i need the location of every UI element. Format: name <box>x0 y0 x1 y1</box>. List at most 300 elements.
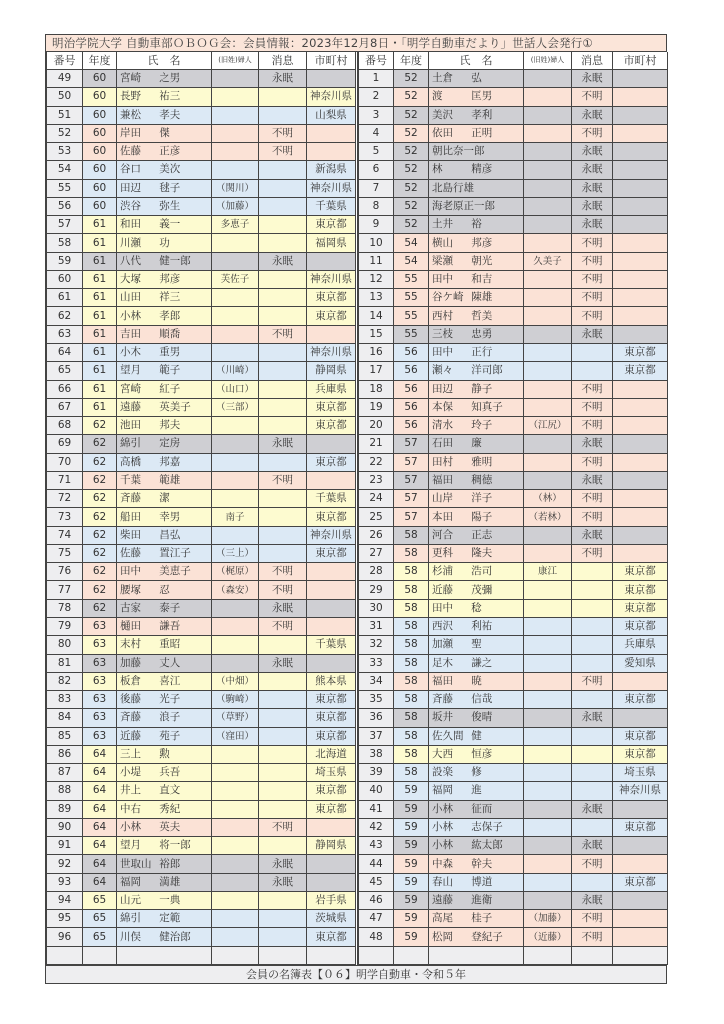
member-given-name: 修 <box>471 766 482 779</box>
member-name <box>117 362 212 380</box>
member-row <box>47 490 357 508</box>
document-title: 明治学院大学 自動車部ＯＢＯＧ会：会員情報：2023年12月8日・「明学自動車だより」世話人会発行① <box>46 35 666 52</box>
member-city: 東京都 <box>613 343 668 361</box>
member-name <box>429 216 524 234</box>
member-surname: 福岡 <box>432 784 453 797</box>
member-old-name: （江尻） <box>524 417 572 435</box>
member-row <box>359 124 668 142</box>
member-given-name: 志保子 <box>471 821 503 834</box>
member-name <box>117 307 212 325</box>
member-number: 77 <box>47 581 83 599</box>
member-old-name: 久美子 <box>524 252 572 270</box>
member-name <box>429 654 524 672</box>
member-city <box>613 544 668 562</box>
member-number: 19 <box>359 398 394 416</box>
member-row <box>47 581 357 599</box>
member-year: 55 <box>394 325 429 343</box>
member-given-name: 一典 <box>159 894 181 907</box>
member-status <box>572 727 613 745</box>
member-name <box>429 581 524 599</box>
member-number: 33 <box>359 654 394 672</box>
member-given-name: 英夫 <box>159 821 181 834</box>
member-given-name: 義一 <box>159 218 181 231</box>
member-city: 東京都 <box>307 800 357 818</box>
member-surname: 遠藤 <box>432 894 453 907</box>
member-status <box>259 782 307 800</box>
member-row <box>359 508 668 526</box>
member-year: 58 <box>394 745 429 763</box>
member-city <box>613 855 668 873</box>
member-surname: 斉藤 <box>120 711 141 724</box>
member-row <box>47 106 357 124</box>
member-status: 永眠 <box>572 800 613 818</box>
member-given-name: 功 <box>159 236 170 249</box>
member-city <box>613 88 668 106</box>
member-status: 不明 <box>572 234 613 252</box>
member-year: 52 <box>394 124 429 142</box>
member-given-name: 桂子 <box>471 912 493 925</box>
member-given-name: 置江子 <box>159 547 191 560</box>
member-old-name <box>524 818 572 836</box>
member-status <box>259 380 307 398</box>
member-row <box>47 928 357 946</box>
member-status: 永眠 <box>572 143 613 161</box>
member-year: 58 <box>394 691 429 709</box>
empty-cell <box>394 946 429 964</box>
member-row <box>47 855 357 873</box>
member-number: 9 <box>359 216 394 234</box>
member-number: 55 <box>47 179 83 197</box>
member-row <box>359 617 668 635</box>
member-old-name <box>524 362 572 380</box>
member-name <box>429 636 524 654</box>
member-row <box>47 197 357 215</box>
member-status: 永眠 <box>572 325 613 343</box>
member-name <box>117 764 212 782</box>
member-old-name <box>212 636 259 654</box>
member-old-name: 芙佐子 <box>212 270 259 288</box>
member-number: 41 <box>359 800 394 818</box>
member-city: 埼玉県 <box>613 764 668 782</box>
member-name <box>429 891 524 909</box>
member-status: 不明 <box>572 508 613 526</box>
member-year: 57 <box>394 508 429 526</box>
member-row <box>47 891 357 909</box>
member-name <box>117 709 212 727</box>
member-status <box>259 343 307 361</box>
member-city: 東京都 <box>307 928 357 946</box>
member-name <box>117 782 212 800</box>
member-surname: 高橋 <box>120 455 141 468</box>
member-number: 83 <box>47 691 83 709</box>
member-status <box>259 837 307 855</box>
member-year: 62 <box>83 471 117 489</box>
member-number: 45 <box>359 873 394 891</box>
member-row <box>359 307 668 325</box>
member-city: 東京都 <box>307 709 357 727</box>
member-name <box>429 617 524 635</box>
member-old-name <box>524 435 572 453</box>
member-number: 49 <box>47 70 83 88</box>
member-number: 15 <box>359 325 394 343</box>
member-row <box>47 709 357 727</box>
member-old-name <box>524 88 572 106</box>
member-row <box>359 380 668 398</box>
member-name <box>117 636 212 654</box>
member-name <box>429 143 524 161</box>
member-given-name: 将一郎 <box>159 839 191 852</box>
member-number: 17 <box>359 362 394 380</box>
member-year: 52 <box>394 197 429 215</box>
member-name <box>429 124 524 142</box>
member-given-name: 正志 <box>471 528 493 541</box>
member-year: 62 <box>83 563 117 581</box>
member-number: 84 <box>47 709 83 727</box>
member-status: 永眠 <box>259 70 307 88</box>
member-surname: 田中 <box>120 565 141 578</box>
member-status: 不明 <box>572 855 613 873</box>
member-year: 61 <box>83 362 117 380</box>
member-old-name <box>212 873 259 891</box>
member-surname: 海老原正一郎 <box>432 199 495 212</box>
member-name <box>117 544 212 562</box>
member-status <box>572 745 613 763</box>
member-surname: 田村 <box>432 455 453 468</box>
member-number: 12 <box>359 270 394 288</box>
member-city: 神奈川県 <box>307 526 357 544</box>
member-status: 不明 <box>259 471 307 489</box>
member-surname: 小林 <box>432 802 453 815</box>
empty-row <box>359 946 668 964</box>
member-number: 36 <box>359 709 394 727</box>
member-city <box>307 70 357 88</box>
member-city <box>613 380 668 398</box>
member-number: 71 <box>47 471 83 489</box>
member-name <box>117 837 212 855</box>
member-city: 岩手県 <box>307 891 357 909</box>
member-given-name: 英美子 <box>159 400 191 413</box>
member-given-name: 裕 <box>471 218 482 231</box>
member-old-name <box>524 745 572 763</box>
member-name <box>117 471 212 489</box>
member-year: 64 <box>83 873 117 891</box>
member-status <box>259 709 307 727</box>
member-given-name: 洋司郎 <box>471 364 503 377</box>
member-given-name: 稔 <box>471 601 482 614</box>
member-given-name: 正行 <box>471 346 493 359</box>
member-old-name <box>212 88 259 106</box>
member-city <box>307 818 357 836</box>
member-given-name: 稠徳 <box>471 473 493 486</box>
member-old-name <box>524 855 572 873</box>
member-city <box>307 855 357 873</box>
member-number: 61 <box>47 289 83 307</box>
empty-cell <box>572 946 613 964</box>
member-surname: 末村 <box>120 638 141 651</box>
member-number: 68 <box>47 417 83 435</box>
member-city <box>613 709 668 727</box>
member-surname: 川瀬 <box>120 236 141 249</box>
member-row <box>359 435 668 453</box>
member-number: 63 <box>47 325 83 343</box>
member-status: 不明 <box>572 928 613 946</box>
member-number: 78 <box>47 599 83 617</box>
member-status: 不明 <box>259 143 307 161</box>
member-name <box>429 197 524 215</box>
member-surname: 土井 <box>432 218 453 231</box>
member-city: 愛知県 <box>613 654 668 672</box>
member-old-name <box>524 124 572 142</box>
member-name <box>117 855 212 873</box>
member-old-name <box>524 270 572 288</box>
member-name <box>429 325 524 343</box>
member-year: 52 <box>394 143 429 161</box>
member-surname: 横山 <box>432 236 453 249</box>
member-surname: 依田 <box>432 126 453 139</box>
member-row <box>359 417 668 435</box>
member-given-name: 健 <box>471 729 482 742</box>
member-name <box>117 910 212 928</box>
member-row <box>47 691 357 709</box>
member-row <box>359 691 668 709</box>
member-old-name: （林） <box>524 490 572 508</box>
member-row <box>47 179 357 197</box>
member-surname: 望月 <box>120 364 141 377</box>
member-given-name: 忠勇 <box>471 327 493 340</box>
member-number: 96 <box>47 928 83 946</box>
member-status <box>259 216 307 234</box>
member-name <box>429 252 524 270</box>
member-number: 18 <box>359 380 394 398</box>
member-city <box>613 252 668 270</box>
member-surname: 樋田 <box>120 620 141 633</box>
member-year: 63 <box>83 691 117 709</box>
member-status: 永眠 <box>259 873 307 891</box>
member-number: 86 <box>47 745 83 763</box>
member-year: 62 <box>83 453 117 471</box>
member-given-name: 浪子 <box>159 711 181 724</box>
member-surname: 綿引 <box>120 437 141 450</box>
member-number: 57 <box>47 216 83 234</box>
member-number: 51 <box>47 106 83 124</box>
member-status: 永眠 <box>259 855 307 873</box>
member-status <box>572 581 613 599</box>
member-given-name: 和吉 <box>471 273 493 286</box>
member-city: 東京都 <box>307 544 357 562</box>
member-status: 不明 <box>572 453 613 471</box>
member-given-name: 忍 <box>159 583 170 596</box>
member-old-name <box>212 70 259 88</box>
member-city: 東京都 <box>613 727 668 745</box>
member-number: 2 <box>359 88 394 106</box>
member-city: 茨城県 <box>307 910 357 928</box>
member-name <box>117 234 212 252</box>
member-city <box>307 617 357 635</box>
member-number: 64 <box>47 343 83 361</box>
member-status <box>259 270 307 288</box>
member-given-name: 紅子 <box>159 382 181 395</box>
member-surname: 池田 <box>120 419 141 432</box>
member-city: 静岡県 <box>307 362 357 380</box>
member-surname: 三枝 <box>432 327 453 340</box>
member-given-name: 祥三 <box>159 291 181 304</box>
member-status <box>259 289 307 307</box>
member-row <box>359 70 668 88</box>
member-surname: 更科 <box>432 547 453 560</box>
member-year: 60 <box>83 143 117 161</box>
header-year: 年度 <box>394 52 429 70</box>
member-number: 22 <box>359 453 394 471</box>
member-number: 79 <box>47 617 83 635</box>
empty-row <box>47 946 357 964</box>
member-old-name <box>212 289 259 307</box>
member-given-name: 孝利 <box>471 108 493 121</box>
member-year: 57 <box>394 453 429 471</box>
member-given-name: 光子 <box>159 693 181 706</box>
member-number: 25 <box>359 508 394 526</box>
member-row <box>359 161 668 179</box>
member-number: 27 <box>359 544 394 562</box>
member-name <box>117 70 212 88</box>
member-name <box>117 526 212 544</box>
member-given-name: 之男 <box>159 72 181 85</box>
member-old-name: （関川） <box>212 179 259 197</box>
member-status: 永眠 <box>572 891 613 909</box>
member-city: 神奈川県 <box>307 343 357 361</box>
member-number: 50 <box>47 88 83 106</box>
member-given-name: 潔 <box>159 492 170 505</box>
member-surname: 坂井 <box>432 711 453 724</box>
member-city: 山梨県 <box>307 106 357 124</box>
member-row <box>359 106 668 124</box>
member-city <box>613 143 668 161</box>
member-name <box>117 435 212 453</box>
member-surname: 河合 <box>432 528 453 541</box>
member-surname: 福田 <box>432 674 453 687</box>
member-status <box>259 910 307 928</box>
member-given-name: 博道 <box>471 875 493 888</box>
member-old-name <box>212 106 259 124</box>
member-given-name: 孝夫 <box>159 108 181 121</box>
member-row <box>47 654 357 672</box>
member-number: 34 <box>359 672 394 690</box>
member-given-name: 祐三 <box>159 90 181 103</box>
member-year: 62 <box>83 508 117 526</box>
member-status <box>259 636 307 654</box>
member-year: 64 <box>83 745 117 763</box>
member-year: 57 <box>394 490 429 508</box>
member-old-name <box>524 599 572 617</box>
member-year: 56 <box>394 398 429 416</box>
member-year: 60 <box>83 124 117 142</box>
member-number: 3 <box>359 106 394 124</box>
member-name <box>429 544 524 562</box>
member-name <box>429 161 524 179</box>
member-old-name <box>524 617 572 635</box>
member-year: 52 <box>394 70 429 88</box>
member-year: 58 <box>394 617 429 635</box>
member-city <box>613 325 668 343</box>
header-name: 氏 名 <box>429 52 524 70</box>
member-given-name: 陳雄 <box>471 291 493 304</box>
member-surname: 渋谷 <box>120 199 141 212</box>
member-year: 54 <box>394 234 429 252</box>
member-surname: 小林 <box>120 309 141 322</box>
member-year: 57 <box>394 471 429 489</box>
member-city: 神奈川県 <box>613 782 668 800</box>
member-number: 95 <box>47 910 83 928</box>
member-surname: 春山 <box>432 875 453 888</box>
member-name <box>117 398 212 416</box>
member-status: 永眠 <box>572 471 613 489</box>
member-row <box>359 490 668 508</box>
member-surname: 福岡 <box>120 875 141 888</box>
member-status <box>572 599 613 617</box>
member-number: 11 <box>359 252 394 270</box>
member-old-name <box>524 398 572 416</box>
member-old-name: （近藤） <box>524 928 572 946</box>
member-name <box>117 453 212 471</box>
member-row <box>359 599 668 617</box>
member-city <box>307 471 357 489</box>
member-name <box>429 270 524 288</box>
member-surname: 兼松 <box>120 108 141 121</box>
member-year: 52 <box>394 216 429 234</box>
member-row <box>359 362 668 380</box>
member-status <box>259 526 307 544</box>
member-surname: 小林 <box>432 839 453 852</box>
member-old-name <box>524 581 572 599</box>
member-old-name: （三部） <box>212 398 259 416</box>
member-name <box>117 179 212 197</box>
member-surname: 佐藤 <box>120 547 141 560</box>
member-status: 永眠 <box>572 179 613 197</box>
member-year: 63 <box>83 654 117 672</box>
member-given-name: 玲子 <box>471 419 493 432</box>
member-city: 千葉県 <box>307 490 357 508</box>
member-name <box>429 709 524 727</box>
member-year: 52 <box>394 88 429 106</box>
member-number: 90 <box>47 818 83 836</box>
member-surname: 斉藤 <box>120 492 141 505</box>
member-given-name: 直文 <box>159 784 181 797</box>
member-row <box>359 873 668 891</box>
member-city <box>307 873 357 891</box>
member-old-name <box>212 855 259 873</box>
member-surname: 美沢 <box>432 108 453 121</box>
left-table-body <box>47 70 357 965</box>
member-year: 59 <box>394 910 429 928</box>
member-old-name: （加藤） <box>524 910 572 928</box>
member-name <box>117 599 212 617</box>
member-row <box>359 544 668 562</box>
member-city <box>613 307 668 325</box>
member-number: 20 <box>359 417 394 435</box>
member-name <box>429 928 524 946</box>
member-status: 不明 <box>572 307 613 325</box>
member-name <box>117 143 212 161</box>
member-city <box>613 398 668 416</box>
header-row <box>359 52 668 70</box>
header-city: 市町村 <box>307 52 357 70</box>
member-number: 30 <box>359 599 394 617</box>
member-city: 神奈川県 <box>307 88 357 106</box>
member-given-name: 泰子 <box>159 601 181 614</box>
member-name <box>117 88 212 106</box>
member-status <box>572 654 613 672</box>
member-given-name: 謙吾 <box>159 620 181 633</box>
member-old-name <box>212 818 259 836</box>
